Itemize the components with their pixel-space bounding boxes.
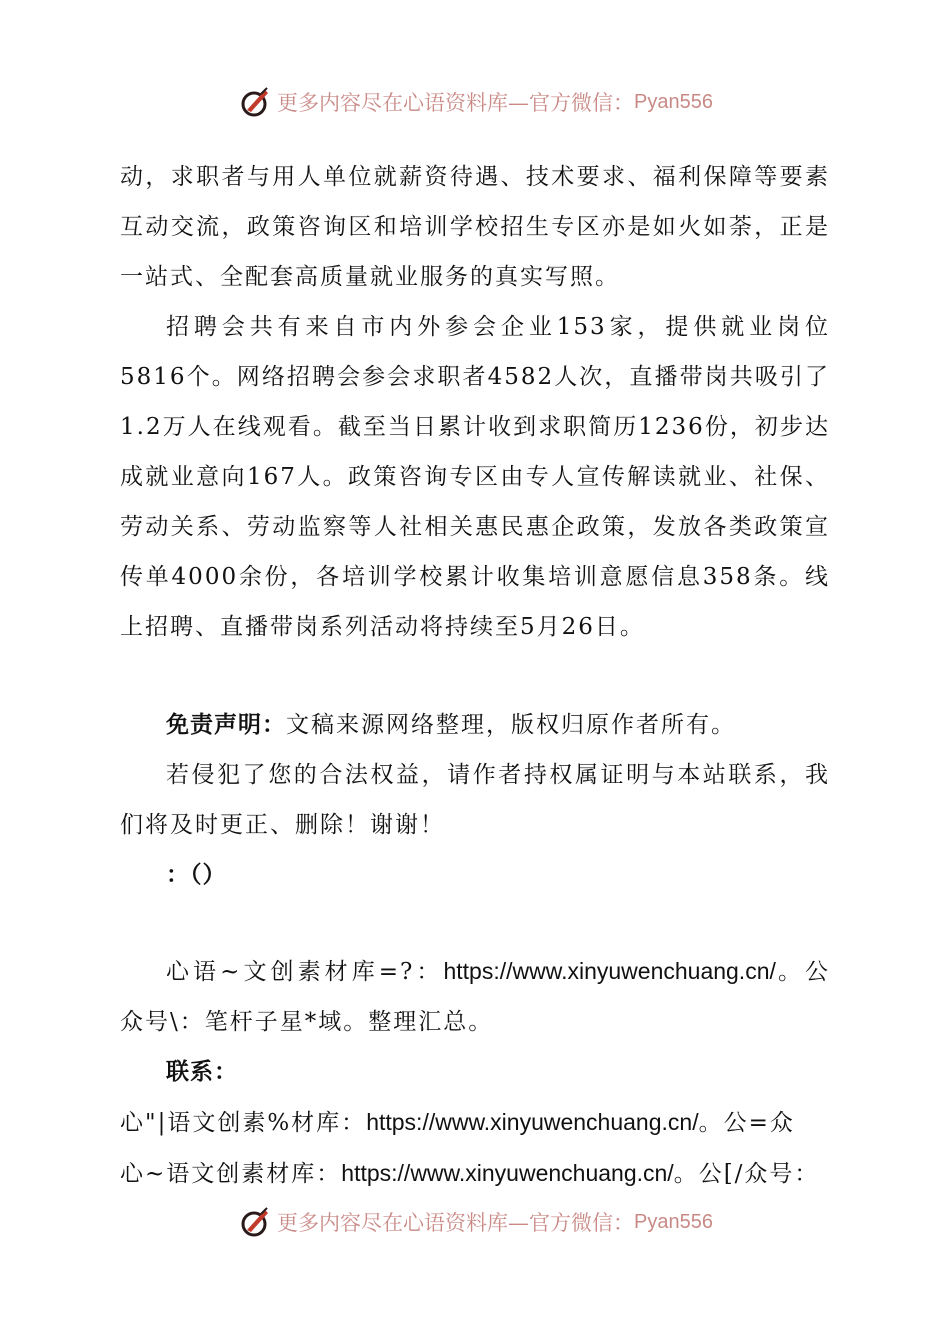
paragraph-1: 动，求职者与用人单位就薪资待遇、技术要求、福利保障等要素互动交流，政策咨询区和培训学校招生专区亦是如火如荼，正是一站式、全配套高质量就业服务的真实写照。 [120,164,830,290]
footer-banner-text: 更多内容尽在心语资料库—官方微信： [277,1211,635,1235]
promo-line-3 [120,1148,830,1199]
promo-line-3-suffix: 。公[/众号： [673,1161,820,1187]
footer-wechat-id: Pyan556 [634,1210,713,1233]
document-body [120,152,830,1199]
header-banner-text: 更多内容尽在心语资料库—官方微信： [277,91,635,115]
promo-link-3[interactable]: https://www.xinyuwenchuang.cn/ [341,1160,674,1186]
promo-line-3-prefix: 心~语文创素材库： [120,1161,342,1187]
promo-line-2-suffix: 。公=众 [698,1110,795,1136]
disclaimer-line [120,700,830,750]
promo-link-2[interactable]: https://www.xinyuwenchuang.cn/ [366,1109,699,1135]
header-wechat-id: Pyan556 [634,90,713,113]
contact-label: 联系： [166,1059,238,1085]
spacer [120,900,830,946]
paragraph-2: 招聘会共有来自市内外参会企业153家，提供就业岗位5816个。网络招聘会参会求职者4582人次，直播带岗共吸引了1.2万人在线观看。截至当日累计收到求职简历1236份，初步达成就业意向167人。政策咨询专区由专人宣传解读就业、社保、劳动关系、劳动监察等人社相关惠民惠企政策，发放各类政策宣传单4000余份，各培训学校累计收集培训意愿信息358条。线上招聘、直播带岗系列活动将持续至5月26日。 [120,314,830,640]
header-watermark [0,80,950,124]
quill-logo-icon [237,1204,273,1240]
promo-line-1-suffix: 。公众号\：笔杆子星*域。整理汇总。 [120,959,831,1035]
promo-line-2-prefix: 心"|语文创素%材库： [120,1110,367,1136]
promo-link-1[interactable]: https://www.xinyuwenchuang.cn/ [443,958,776,984]
disclaimer-label: 免责声明： [166,712,286,738]
spacer [120,652,830,700]
footer-watermark [0,1200,950,1244]
promo-line-1 [120,946,830,1047]
quill-logo-icon [237,84,273,120]
disclaimer-text-1: 文稿来源网络整理，版权归原作者所有。 [286,712,736,738]
promo-line-2 [120,1097,830,1148]
disclaimer-symbols: ：（） [166,862,227,888]
promo-line-1-prefix: 心语~文创素材库=?： [166,959,444,985]
disclaimer-text-2: 若侵犯了您的合法权益，请作者持权属证明与本站联系，我们将及时更正、删除！谢谢！ [120,762,830,838]
